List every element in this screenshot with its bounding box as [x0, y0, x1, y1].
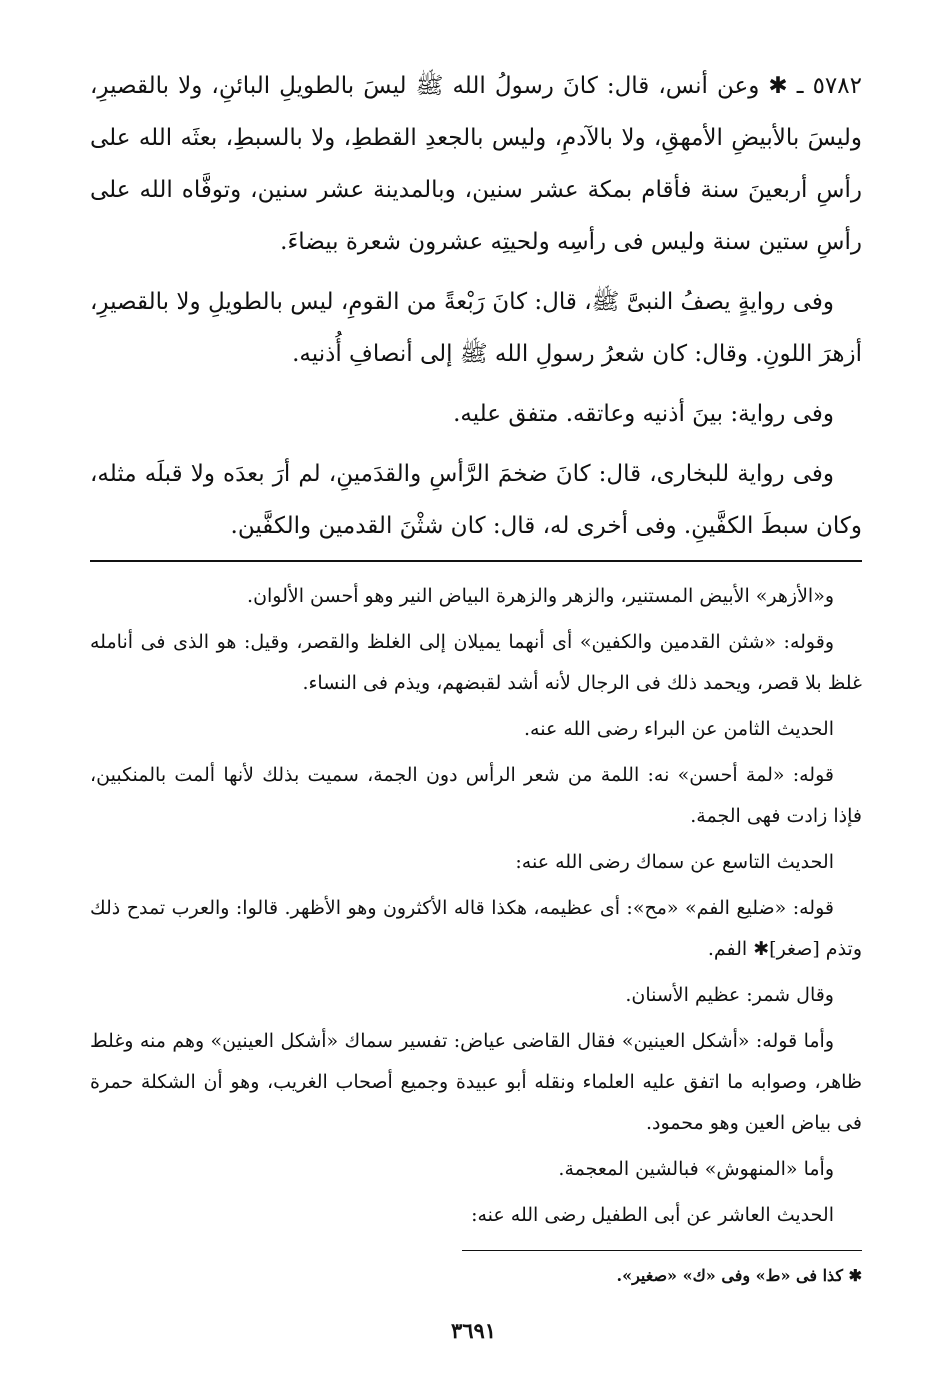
commentary-paragraph: وقوله: «شثن القدمين والكفين» أى أنهما يميلان إلى الغلظ والقصر، وقيل: هو الذى فى أنامله غلظ بلا قصر، ويحمد ذلك فى الرجال لأنه أشد لقبضهم، ويذم فى النساء. [90, 631, 862, 694]
commentary-paragraph: الحديث العاشر عن أبى الطفيل رضى الله عنه: [471, 1204, 834, 1226]
commentary-paragraph: و«الأزهر» الأبيض المستنير، والزهر والزهرة البياض النير وهو أحسن الألوان. [247, 585, 834, 607]
hadith-paragraph: وفى روايةٍ يصفُ النبىَّ ﷺ، قال: كانَ رَبْعةً من القومِ، ليس بالطويلِ ولا بالقصيرِ، أزهرَ اللونِ. وقال: كان شعرُ رسولِ الله ﷺ إلى أنصافِ أُذنيه. [90, 289, 862, 367]
commentary-paragraph: وأما قوله: «أشكل العينين» فقال القاضى عياض: تفسير سماك «أشكل العينين» وهم منه وغلط ظاهر، وصوابه ما اتفق عليه العلماء ونقله أبو عبيدة وجميع أصحاب الغريب، وهو أن الشكلة حمرة فى بياض العين وهو محمود. [90, 1030, 862, 1134]
commentary-paragraph: وأما «المنهوش» فبالشين المعجمة. [558, 1158, 834, 1180]
commentary-paragraph: قوله: «ضليع الفم» «مح»: أى عظيمه، هكذا قاله الأكثرون وهو الأظهر. قالوا: والعرب تمدح ذلك وتذم [صغر]✱ الفم. [90, 897, 862, 960]
commentary-section [90, 576, 862, 1236]
hadith-paragraph: ٥٧٨٢ ـ ✱ وعن أنس، قال: كانَ رسولُ الله ﷺ ليسَ بالطويلِ البائنِ، ولا بالقصيرِ، وليسَ بالأبيضِ الأمهقِ، ولا بالآدمِ، وليس بالجعدِ القططِ، ولا بالسبطِ، بعثَه الله على رأسِ أربعينَ سنة فأقام بمكة عشر سنين، وبالمدينة عشر سنين، وتوفَّاه الله على رأسِ ستين سنة وليس فى رأسِه ولحيتِه عشرون شعرة بيضاءَ. [90, 73, 862, 255]
commentary-paragraph: الحديث الثامن عن البراء رضى الله عنه. [523, 718, 834, 740]
section-divider [90, 560, 862, 562]
hadith-paragraph: وفى رواية: بينَ أذنيه وعاتقه. متفق عليه. [453, 401, 834, 427]
page-number: ٣٦٩١ [450, 1318, 497, 1343]
hadith-text [90, 60, 862, 552]
page-body [90, 60, 862, 1360]
commentary-paragraph: قوله: «لمة أحسن» نه: اللمة من شعر الرأس دون الجمة، سميت بذلك لأنها ألمت بالمنكبين، فإذا زادت فهى الجمة. [90, 764, 862, 827]
footnote-divider [462, 1250, 862, 1251]
commentary-paragraph: الحديث التاسع عن سماك رضى الله عنه: [515, 851, 834, 873]
footnote: ✱ كذا فى «ط» وفى «ك» «صغير». [616, 1266, 862, 1285]
hadith-paragraph: وفى رواية للبخارى، قال: كانَ ضخمَ الرَّأسِ والقدَمينِ، لم أرَ بعدَه ولا قبلَه مثله، وكان سبطَ الكفَّينِ. وفى أخرى له، قال: كان شثْنَ القدمين والكفَّين. [90, 461, 862, 539]
commentary-paragraph: وقال شمر: عظيم الأسنان. [625, 984, 834, 1006]
